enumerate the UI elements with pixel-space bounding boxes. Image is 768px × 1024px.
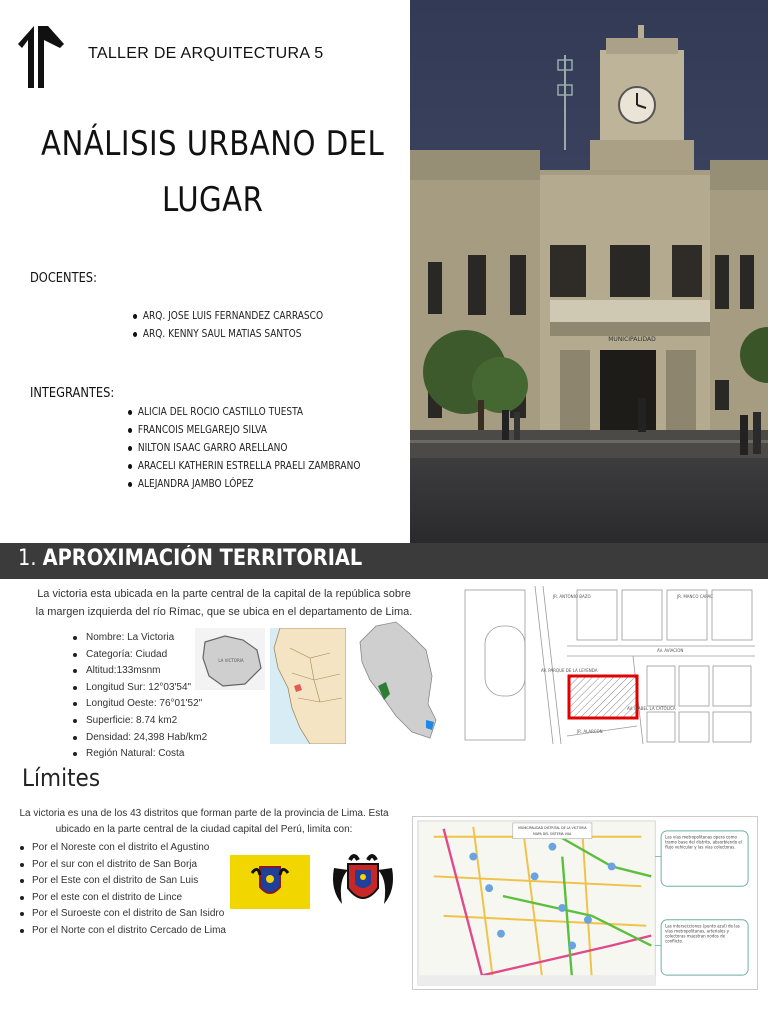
district-outline-map <box>195 628 265 690</box>
site-map-label: JR. ANTONIO BAZO <box>553 594 591 599</box>
district-flag-icon <box>230 855 310 909</box>
integrante-item: ARACELI KATHERIN ESTRELLA PRAELI ZAMBRANO <box>128 457 360 475</box>
photo-sign-text: MUNICIPALIDAD <box>608 336 656 343</box>
limits-list <box>20 840 226 939</box>
limit-item: Por el sur con el distrito de San Borja <box>20 857 226 874</box>
docentes-label: DOCENTES: <box>30 271 97 286</box>
fact-item: Densidad: 24,398 Hab/km2 <box>73 730 207 747</box>
integrantes-list <box>128 403 360 493</box>
architecture-logo-icon <box>14 22 68 88</box>
peru-country-map <box>356 620 442 746</box>
roadmap-note: Las intersecciones (punto azul) de las vías metropolitanas, arteriales y colectoras muestran nodos de conflicto. <box>665 923 740 944</box>
integrante-item: ALICIA DEL ROCIO CASTILLO TUESTA <box>128 403 360 421</box>
site-map-label: AV. ISABEL LA CATÓLICA <box>627 706 676 711</box>
fact-item: Longitud Oeste: 76°01'52" <box>73 696 207 713</box>
site-location-map <box>457 586 755 744</box>
docente-item: ARQ. JOSE LUIS FERNANDEZ CARRASCO <box>133 307 323 325</box>
integrante-item: FRANCOIS MELGAREJO SILVA <box>128 421 360 439</box>
site-map-label: AV. AVIACION <box>657 648 684 653</box>
site-map-label: JR. ALARCON <box>577 729 603 734</box>
fact-item: Altitud:133msnm <box>73 663 207 680</box>
limit-item: Por el este con el distrito de Lince <box>20 890 226 907</box>
section-title: 1. APROXIMACIÓN TERRITORIAL <box>18 546 363 571</box>
district-map-label: LA VICTORIA <box>218 658 244 663</box>
section-intro: La victoria esta ubicada en la parte central de la capital de la república sobre la margen izquierda del río Rímac, que se ubica en el departamento de Lima. <box>35 588 413 618</box>
section-header-bar <box>0 543 768 579</box>
integrante-item: ALEJANDRA JAMBO LÓPEZ <box>128 475 360 493</box>
fact-item: Región Natural: Costa <box>73 746 207 763</box>
limites-heading: Límites <box>22 764 101 792</box>
integrante-item: NILTON ISAAC GARRO ARELLANO <box>128 439 360 457</box>
fact-item: Categoría: Ciudad <box>73 647 207 664</box>
fact-item: Longitud Sur: 12°03'54" <box>73 680 207 697</box>
lima-province-map <box>270 628 346 744</box>
site-map-label: JR. MANCO CAPAC <box>677 594 713 599</box>
site-map-label: AV. PARQUE DE LA LEYENDA <box>541 668 598 673</box>
limit-item: Por el Suroeste con el distrito de San Isidro <box>20 906 226 923</box>
district-facts-list <box>73 630 207 763</box>
limites-description: La victoria es una de los 43 distritos que forman parte de la provincia de Lima. Esta ubicado en la parte central de la ciudad capital del Perú, limita con: <box>19 808 389 835</box>
roadmap-subtitle: MAPA DEL SISTEMA VIAL <box>533 831 572 836</box>
road-system-map <box>412 816 758 990</box>
limit-item: Por el Norte con el distrito Cercado de Lima <box>20 923 226 940</box>
roadmap-note: Las vías metropolitanas opera como tramo base del distrito, absorbiendo el flujo vehicular y las vías colectoras. <box>665 834 742 850</box>
fact-item: Superficie: 8.74 km2 <box>73 713 207 730</box>
limit-item: Por el Este con el distrito de San Luis <box>20 873 226 890</box>
integrantes-label: INTEGRANTES: <box>30 386 115 401</box>
roadmap-title: MUNICIPALIDAD DISTRITAL DE LA VICTORIA <box>518 825 587 830</box>
page-title: ANÁLISIS URBANO DEL LUGAR <box>41 124 385 220</box>
district-coat-of-arms-icon <box>328 850 398 912</box>
course-name: TALLER DE ARQUITECTURA 5 <box>88 45 324 62</box>
fact-item: Nombre: La Victoria <box>73 630 207 647</box>
municipal-building-photo <box>410 0 768 543</box>
docente-item: ARQ. KENNY SAUL MATIAS SANTOS <box>133 325 323 343</box>
docentes-list <box>133 307 323 343</box>
limit-item: Por el Noreste con el distrito el Agustino <box>20 840 226 857</box>
